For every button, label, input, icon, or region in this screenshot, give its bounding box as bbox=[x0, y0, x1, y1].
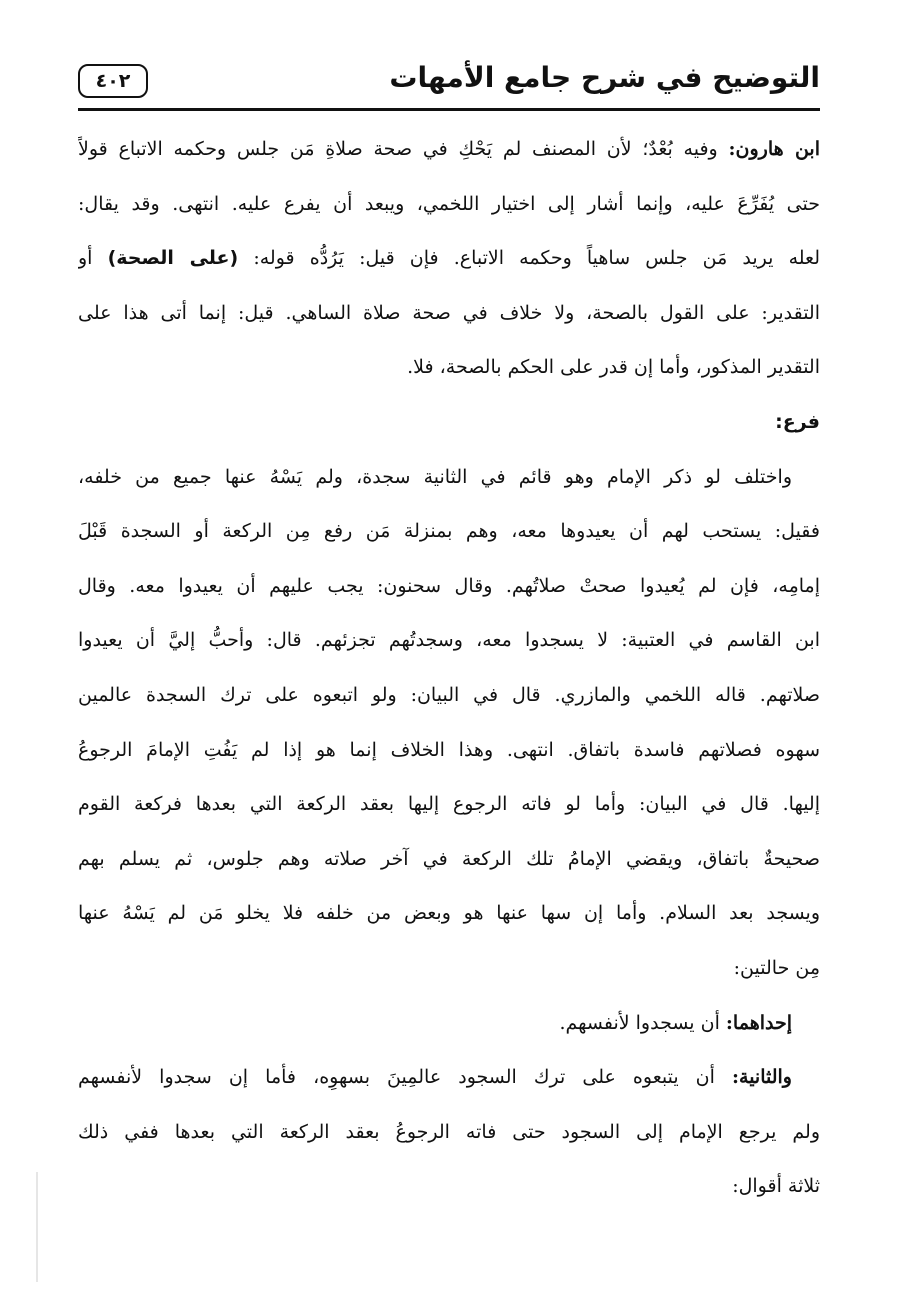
text-span: لعله يريد مَن جلس ساهياً وحكمه الاتباع. فإن قيل: يَرُدُّه قوله: bbox=[238, 247, 820, 270]
paragraph-lead: والثانية: bbox=[732, 1066, 792, 1089]
text-span: وفيه بُعْدٌ؛ لأن المصنف لم يَحْكِ في صحة صلاةِ مَن جلس وحكمه الاتباع قولاً bbox=[78, 138, 729, 160]
text-line: حتى يُفَرِّعَ عليه، وإنما أشار إلى اختيار اللخمي، ويبعد أن يفرع عليه. انتهى. وقد يقال: bbox=[78, 192, 820, 215]
text-line: إليها. قال في البيان: وأما لو فاته الرجوع إليها بعقد الركعة التي بعدها فركعة القوم bbox=[78, 793, 820, 816]
text-line: واختلف لو ذكر الإمام وهو قائم في الثانية سجدة، ولم يَسْهُ عنها جميع من خلفه، bbox=[78, 465, 792, 488]
text-line bbox=[78, 1050, 820, 1105]
text-line: صلاتهم. قاله اللخمي والمازري. قال في البيان: ولو اتبعوه على ترك السجدة عالمين bbox=[78, 683, 820, 706]
text-line bbox=[78, 122, 820, 177]
text-span: أو bbox=[78, 247, 108, 270]
section-heading: فرع: bbox=[775, 410, 820, 433]
text-span: أن يتبعوه على ترك السجود عالمِينَ بسهوِه، فأما إن سجدوا لأنفسهم bbox=[78, 1066, 732, 1089]
scan-edge-mark bbox=[36, 1172, 38, 1282]
text-line: التقدير المذكور، وأما إن قدر على الحكم بالصحة، فلا. bbox=[407, 356, 820, 379]
text-line: مِن حالتين: bbox=[733, 956, 820, 979]
text-line bbox=[78, 996, 820, 1051]
book-title: التوضيح في شرح جامع الأمهات bbox=[389, 61, 820, 94]
text-line: إمامِه، فإن لم يُعيدوا صحتْ صلاتُهم. وقال سحنون: يجب عليهم أن يعيدوا معه. وقال bbox=[78, 574, 820, 597]
text-line: سهوه فصلاتهم فاسدة باتفاق. انتهى. وهذا الخلاف إنما هو إذا لم يَفُتِ الإمامَ الرجوعُ bbox=[78, 738, 820, 761]
text-line: صحيحةٌ باتفاق، ويقضي الإمامُ تلك الركعة في آخر صلاته وهم جلوس، ثم يسلم بهم bbox=[78, 847, 820, 870]
text-line: ابن القاسم في العتبية: لا يسجدوا معه، وسجدتُهم تجزئهم. قال: وأحبُّ إليَّ أن يعيدوا bbox=[78, 629, 820, 652]
page-header bbox=[78, 58, 820, 114]
paragraph-lead: إحداهما: bbox=[725, 1011, 792, 1034]
text-line bbox=[78, 231, 820, 286]
page-number: ٤٠٢ bbox=[78, 64, 148, 98]
text-line: فقيل: يستحب لهم أن يعيدوها معه، وهم بمنزلة مَن رفع مِن الركعة أو السجدة قَبْلَ bbox=[78, 520, 820, 543]
text-line: ثلاثة أقوال: bbox=[732, 1175, 820, 1198]
text-line: ولم يرجع الإمام إلى السجود حتى فاته الرجوعُ بعقد الركعة التي بعدها ففي ذلك bbox=[78, 1120, 820, 1143]
text-line: ويسجد بعد السلام. وأما إن سها عنها هو وبعض من خلفه فلا يخلو مَن لم يَسْهُ عنها bbox=[78, 902, 820, 925]
quoted-term: (على الصحة) bbox=[107, 247, 239, 270]
text-span: أن يسجدوا لأنفسهم. bbox=[559, 1011, 726, 1034]
paragraph-lead: ابن هارون: bbox=[728, 138, 820, 160]
header-rule bbox=[78, 108, 820, 111]
page-body bbox=[78, 122, 820, 1214]
text-line: التقدير: على القول بالصحة، ولا خلاف في صحة صلاة الساهي. قيل: إنما أتى هذا على bbox=[78, 301, 820, 324]
